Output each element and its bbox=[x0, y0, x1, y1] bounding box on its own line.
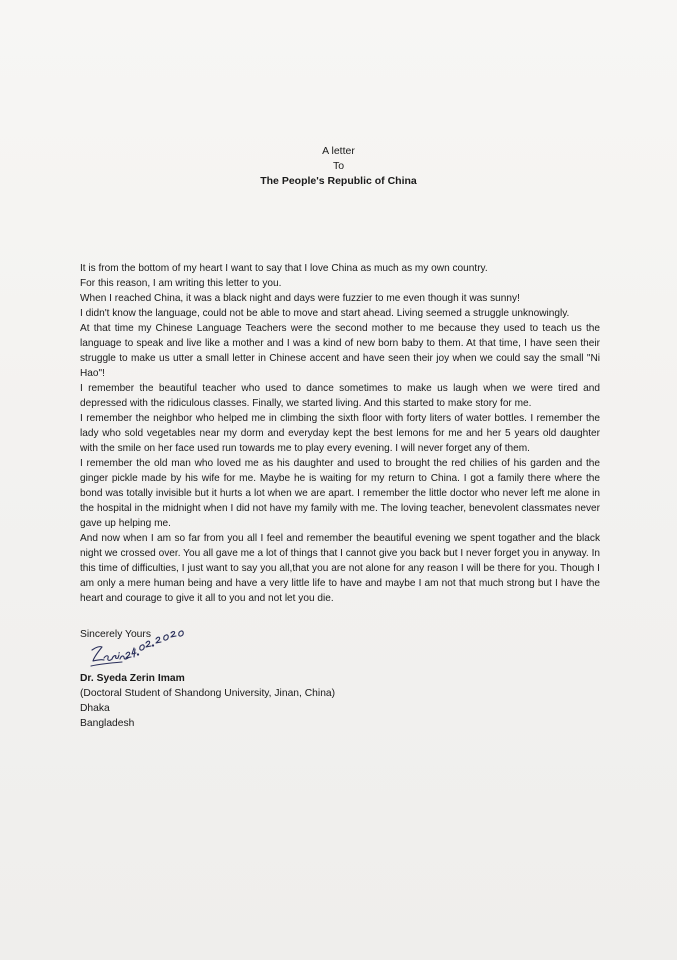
body-paragraph: I remember the beautiful teacher who used to dance sometimes to make us laugh when we were tired and depressed with the ridiculous classes. Finally, we started living. And this started to make story for me. bbox=[80, 383, 600, 409]
body-paragraph: I remember the neighbor who helped me in climbing the sixth floor with forty liters of water bottles. I remember the lady who sold vegetables near my dorm and everyday kept the best lemons for me and her 5 years old daughter with the smile on her face used run towards me to play every evening. I will never forget any of them. bbox=[80, 413, 600, 454]
body-paragraph: And now when I am so far from you all I feel and remember the beautiful evening we spent togather and the black night we crossed over. You all gave me a lot of things that I cannot give you back but I never forget you in anyway. In this time of difficulties, I just want to say you all,that you are not alone for any reason I will be there for you. Though I am only a mere human being and have a very little life to have and maybe I am not that much strong but I have the heart and courage to give it all to you and not let you die. bbox=[80, 533, 600, 604]
body-paragraph: I remember the old man who loved me as his daughter and used to brought the red chilies of his garden and the ginger pickle made by his wife for me. Maybe he is waiting for my return to China. I got a family there where the bond was totally invisible but it hurts a lot when we are apart. I remember the little doctor who never left me alone in the hospital in the midnight when I did not have my family with me. The loving teacher, benevolent classmates never gave up helping me. bbox=[80, 458, 600, 529]
sender-block bbox=[80, 671, 335, 731]
sender-city: Dhaka bbox=[80, 703, 110, 714]
body-paragraph: It is from the bottom of my heart I want to say that I love China as much as my own country. bbox=[80, 263, 488, 274]
heading-line-to: To bbox=[332, 160, 345, 172]
heading-line-a-letter: A letter bbox=[322, 145, 355, 157]
body-paragraph: When I reached China, it was a black night and days were fuzzier to me even though it was sunny! bbox=[80, 293, 520, 304]
body-paragraph: I didn't know the language, could not be able to move and start ahead. Living seemed a struggle unknowingly. bbox=[80, 308, 570, 319]
body-paragraph: At that time my Chinese Language Teachers were the second mother to me because they used to teach us the language to speak and live like a mother and I was a kind of new born baby to them. At that time, I have seen their struggle to make us utter a small letter in Chinese accent and have seen their joy when we could say the small "Ni Hao"! bbox=[80, 323, 600, 379]
sender-affiliation: (Doctoral Student of Shandong University, Jinan, China) bbox=[80, 688, 336, 699]
body-paragraph: For this reason, I am writing this letter to you. bbox=[80, 278, 282, 289]
sender-name: Dr. Syeda Zerin Imam bbox=[80, 673, 185, 684]
sender-country: Bangladesh bbox=[80, 718, 135, 729]
closing-salutation: Sincerely Yours bbox=[80, 629, 151, 640]
heading-recipient: The People's Republic of China bbox=[260, 175, 417, 187]
letter-body bbox=[80, 261, 600, 606]
letter-heading bbox=[0, 144, 677, 189]
